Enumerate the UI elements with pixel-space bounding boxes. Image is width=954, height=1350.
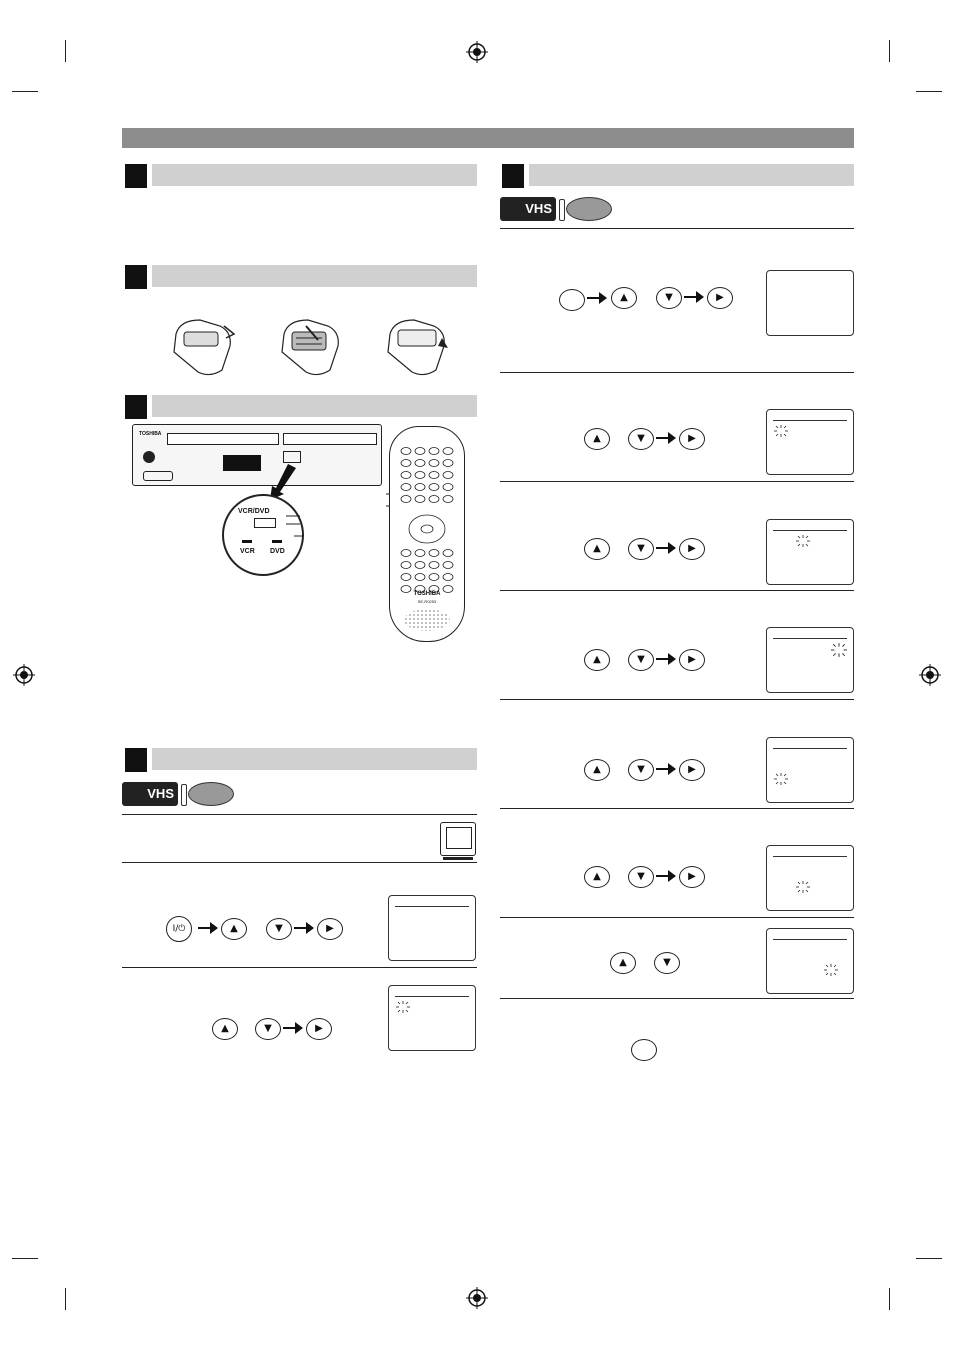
arrow-right-icon: [294, 922, 314, 934]
arrow-right-icon: [587, 292, 607, 304]
up-button[interactable]: ▲: [584, 649, 610, 671]
battery-step-illustration: [384, 312, 454, 378]
divider: [122, 862, 477, 863]
section-header: [125, 265, 477, 287]
crop-mark: [65, 40, 66, 62]
down-button[interactable]: ▼: [266, 918, 292, 940]
divider: [500, 699, 854, 700]
section-title-bar: [152, 395, 477, 417]
logo-separator: [181, 784, 187, 806]
vcr-indicator-led: [242, 540, 252, 543]
crop-mark: [65, 1288, 66, 1310]
remote-brand-label: TOSHIBA: [413, 591, 441, 597]
selector-label: VCR/DVD: [238, 508, 270, 515]
divider: [500, 917, 854, 918]
remote-model-label: SE-R0253: [417, 599, 437, 604]
power-knob: [143, 451, 155, 463]
down-button[interactable]: ▼: [628, 649, 654, 671]
device-brand-label: TOSHIBA: [139, 431, 162, 437]
divider: [500, 998, 854, 999]
section-title-bar: [152, 265, 477, 287]
up-button[interactable]: ▲: [584, 759, 610, 781]
arrow-right-icon: [656, 870, 676, 882]
logo-separator: [559, 199, 565, 221]
cursor-blink-icon: [829, 642, 849, 658]
registration-mark-icon: [13, 664, 35, 686]
media-logos: [122, 782, 242, 806]
osd-screen: [766, 627, 854, 693]
cursor-blink-icon: [395, 1000, 411, 1014]
dvd-indicator-led: [272, 540, 282, 543]
battery-step-illustration: [278, 312, 348, 378]
right-button[interactable]: ▶: [707, 287, 733, 309]
right-button[interactable]: ▶: [679, 759, 705, 781]
section-header: [125, 395, 477, 417]
remote-button-grid: [390, 437, 464, 607]
arrow-right-icon: [656, 432, 676, 444]
down-button[interactable]: ▼: [255, 1018, 281, 1040]
divider: [500, 228, 854, 229]
media-logos: [500, 197, 620, 221]
arrow-right-icon: [684, 291, 704, 303]
section-header: [125, 748, 477, 770]
section-number-box: [502, 164, 524, 188]
up-button[interactable]: ▲: [611, 287, 637, 309]
divider: [122, 967, 477, 968]
section-title-bar: [152, 164, 477, 186]
up-button[interactable]: ▲: [584, 538, 610, 560]
registration-mark-icon: [919, 664, 941, 686]
cursor-blink-icon: [773, 424, 789, 438]
osd-screen: [388, 895, 476, 961]
crop-mark: [12, 91, 38, 92]
right-button[interactable]: ▶: [679, 649, 705, 671]
page-header-bar: [122, 128, 854, 148]
osd-screen: [766, 519, 854, 585]
section-header: [125, 164, 477, 186]
arrow-right-icon: [283, 1022, 303, 1034]
up-button[interactable]: ▲: [584, 428, 610, 450]
setup-button[interactable]: [559, 289, 585, 311]
dvd-disc-logo: [566, 197, 612, 221]
section-number-box: [125, 164, 147, 188]
power-button[interactable]: I/⏻: [166, 916, 192, 942]
crop-mark: [889, 40, 890, 62]
down-button[interactable]: ▼: [654, 952, 680, 974]
cursor-blink-icon: [823, 963, 839, 977]
down-button[interactable]: ▼: [628, 428, 654, 450]
tv-icon: [440, 822, 476, 856]
right-button[interactable]: ▶: [679, 866, 705, 888]
front-jacks: [143, 471, 173, 481]
crop-mark: [916, 1258, 942, 1259]
arrow-right-icon: [656, 763, 676, 775]
divider: [500, 372, 854, 373]
section-number-box: [125, 395, 147, 419]
dvd-disc-logo: [188, 782, 234, 806]
osd-screen: [766, 737, 854, 803]
osd-screen: [388, 985, 476, 1051]
divider: [500, 590, 854, 591]
section-title-bar: [152, 748, 477, 770]
registration-mark-icon: [466, 1287, 488, 1309]
divider: [122, 814, 477, 815]
section-header: [502, 164, 854, 186]
osd-screen: [766, 845, 854, 911]
divider: [500, 481, 854, 482]
callout-lines: [286, 480, 406, 550]
down-button[interactable]: ▼: [628, 866, 654, 888]
up-button[interactable]: ▲: [610, 952, 636, 974]
right-button[interactable]: ▶: [306, 1018, 332, 1040]
selector-button: [254, 518, 276, 528]
battery-step-illustration: [170, 312, 240, 378]
dvd-indicator-label: DVD: [270, 548, 285, 555]
down-button[interactable]: ▼: [656, 287, 682, 309]
disc-tray: [283, 433, 377, 445]
cursor-blink-icon: [773, 772, 789, 786]
down-button[interactable]: ▼: [628, 759, 654, 781]
right-button[interactable]: ▶: [679, 428, 705, 450]
arrow-right-icon: [656, 542, 676, 554]
osd-screen: [766, 928, 854, 994]
section-title-bar: [529, 164, 854, 186]
arrow-right-icon: [656, 653, 676, 665]
vhs-logo: VHS: [122, 782, 178, 806]
vcr-indicator-label: VCR: [240, 548, 255, 555]
up-button[interactable]: ▲: [221, 918, 247, 940]
vcr-dvd-front-panel: [132, 424, 382, 486]
right-button[interactable]: ▶: [317, 918, 343, 940]
cassette-slot: [167, 433, 279, 445]
crop-mark: [889, 1288, 890, 1310]
remote-control: [389, 426, 465, 642]
osd-screen: [766, 409, 854, 475]
section-number-box: [125, 748, 147, 772]
setup-button[interactable]: [631, 1039, 657, 1061]
cursor-blink-icon: [795, 880, 811, 894]
front-display: [223, 455, 261, 471]
down-button[interactable]: ▼: [628, 538, 654, 560]
registration-mark-icon: [466, 41, 488, 63]
up-button[interactable]: ▲: [584, 866, 610, 888]
section-number-box: [125, 265, 147, 289]
crop-mark: [916, 91, 942, 92]
osd-screen: [766, 270, 854, 336]
right-button[interactable]: ▶: [679, 538, 705, 560]
divider: [500, 808, 854, 809]
remote-speaker-grille: [404, 609, 450, 631]
crop-mark: [12, 1258, 38, 1259]
vhs-logo: VHS: [500, 197, 556, 221]
arrow-right-icon: [198, 922, 218, 934]
cursor-blink-icon: [795, 534, 811, 548]
up-button[interactable]: ▲: [212, 1018, 238, 1040]
